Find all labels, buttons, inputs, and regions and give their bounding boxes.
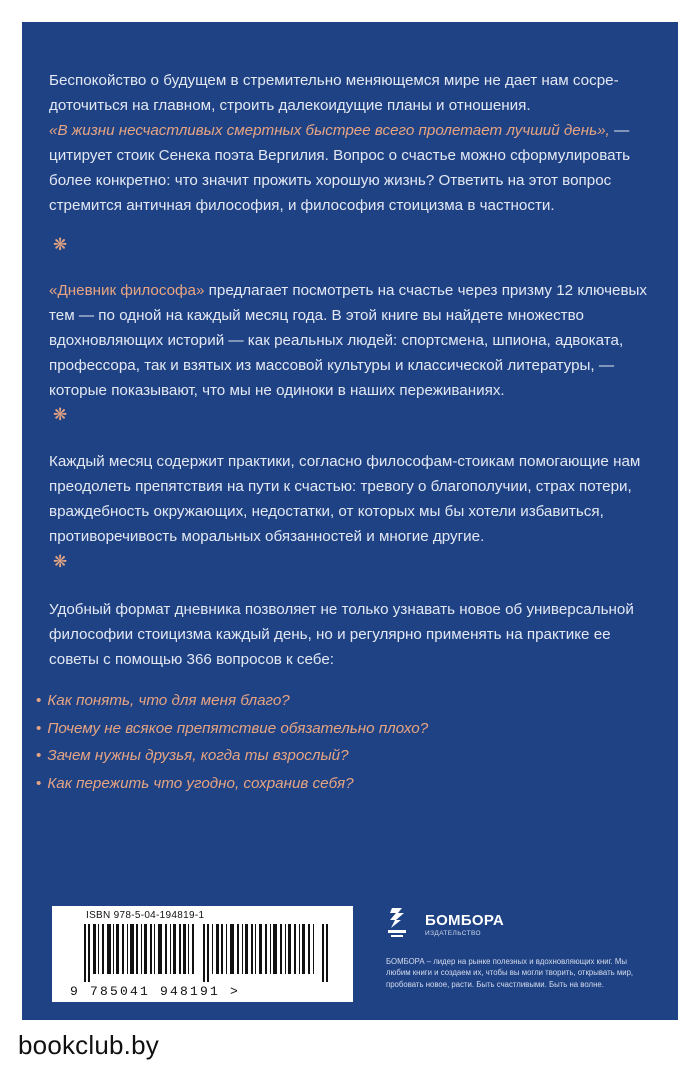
separator-star-icon: ❋ [53, 235, 68, 254]
barcode-graphic [82, 924, 332, 982]
isbn-text: ISBN 978-5-04-194819-1 [86, 910, 205, 921]
separator-star-icon: ❋ [53, 405, 68, 424]
bullet-icon: • [36, 719, 42, 737]
intro-rest: — цитирует стоик Сенека поэта Вергилия. Вопрос о счастье можно сформулировать более конкретно: что значит прожить хорошую жизнь? Ответить на этот вопрос стремится античная философия, и философия стоицизма в частности. [49, 122, 631, 214]
publisher-name: БОМБОРА [425, 912, 505, 929]
book-title-mention: «Дневник философа» [49, 282, 205, 299]
format-paragraph: Удобный формат дневника позволяет не только узнавать новое об универсальной философии стоицизма каждый день, но и регулярно применять на практике ее советы с помощью 366 вопросов к себе: [49, 601, 634, 668]
intro-line-2: доточиться на главном, строить далекоидущие планы и отношения. [49, 97, 531, 114]
book-description-text: предлагает посмотреть на счастье через призму 12 ключевых тем — по одной на каждый месяц года. В этой книге вы найдете множество вдохновляющих историй — как реальных людей: спортсмена, шпиона, адвоката, профессора, так и взятых из массовой культуры и классической литературы, — которые показывают, что мы не одиноки в наших переживаниях. [49, 282, 648, 399]
book-description-paragraph [49, 278, 655, 403]
question-item: • Как пережить что угодно, сохранив себя? [36, 774, 354, 792]
publisher-subtitle: ИЗДАТЕЛЬСТВО [425, 930, 481, 937]
intro-paragraph [49, 68, 655, 218]
watermark: bookclub.by [18, 1030, 159, 1060]
question-item: • Зачем нужны друзья, когда ты взрослый? [36, 747, 349, 764]
publisher-description: БОМБОРА – лидер на рынке полезных и вдохновляющих книг. Мы любим книги и создаем их, чтобы вы могли творить, открывать мир, пробовать новое, расти. Быть счастливыми. Быть на волне. [386, 957, 634, 989]
bullet-icon: • [36, 747, 42, 764]
barcode-panel [52, 906, 353, 1002]
barcode-digits: 9 785041 948191 > [70, 984, 241, 999]
vergil-quote: «В жизни несчастливых смертных быстрее всего пролетает лучший день», [49, 122, 610, 139]
question-item: • Как понять, что для меня благо? [36, 692, 290, 709]
practices-paragraph: Каждый месяц содержит практики, согласно философам-стоикам помогающие нам преодолеть препятствия на пути к счастью: тревогу о благополучии, страх потери, враждебность окружающих, недостатки, от которых мы бы хотели избавиться, противоречивость моральных обязанностей и многие другие. [49, 453, 641, 545]
intro-line-1: Беспокойство о будущем в стремительно меняющемся мире не дает нам сосре- [49, 72, 619, 89]
bullet-icon: • [36, 774, 42, 792]
separator-star-icon: ❋ [53, 552, 68, 571]
bullet-icon: • [36, 692, 42, 709]
question-list [36, 688, 656, 798]
question-item: • Почему не всякое препятствие обязательно плохо? [36, 719, 429, 737]
book-back-cover [22, 22, 678, 1020]
